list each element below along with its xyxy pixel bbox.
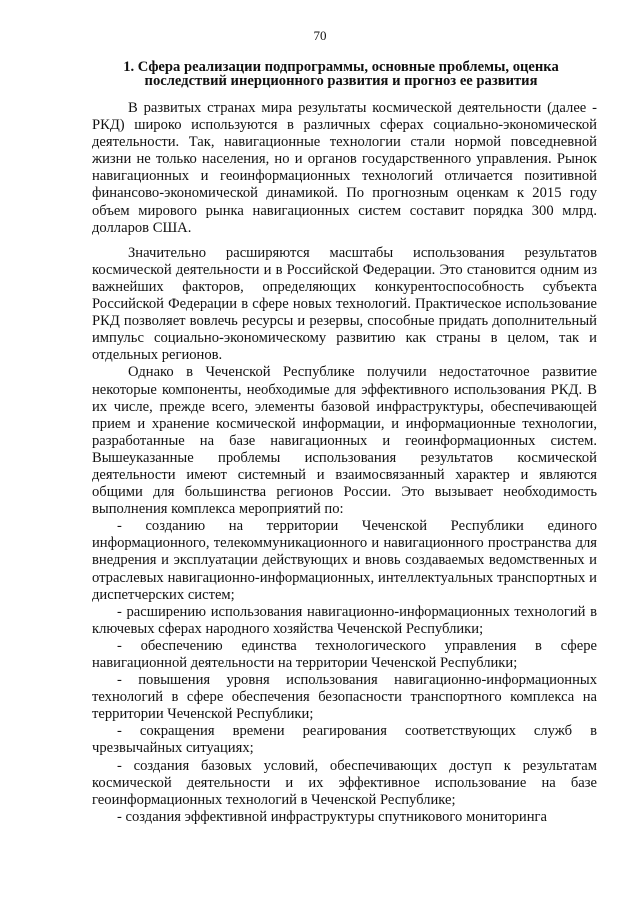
list-item: - повышения уровня использования навигационно-информационных технологий в сфере обеспечения безопасности транспортного комплекса на территории Чеченской Республики; — [92, 672, 597, 723]
list-item: - расширению использования навигационно-информационных технологий в ключевых сферах народного хозяйства Чеченской Республики; — [92, 603, 597, 637]
paragraph: Однако в Чеченской Республике получили недостаточное развитие некоторые компоненты, необходимые для эффективного использования РКД. В их числе, прежде всего, элементы базовой инфраструктуры, обеспечивающей прием и хранение космической информации, и информационные технологии, разработанные на базе навигационных и геоинформационных систем. Вышеуказанные проблемы использования результатов космической деятельности имеют системный и взаимосвязанный характер и являются общими для большинства регионов России. Это вызывает необходимость выполнения комплекса мероприятий по: — [92, 364, 597, 518]
paragraph: Значительно расширяются масштабы использования результатов космической деятельности и в Российской Федерации. Это становится одним из важнейших факторов, определяющих конкурентоспособность субъекта Российской Федерации в сфере новых технологий. Практическое использование РКД позволяет вовлечь ресурсы и резервы, способные придать дополнительный импульс социально-экономическому развитию как страны в целом, так и отдельных регионов. — [92, 244, 597, 364]
section-heading: 1. Сфера реализации подпрограммы, основные проблемы, оценка последствий инерционного развития и прогноз ее развития — [123, 59, 559, 89]
list-item: - созданию на территории Чеченской Республики единого информационного, телекоммуникационного и навигационного пространства для внедрения и эксплуатации действующих и вновь создаваемых ведомственных и отраслевых навигационно-информационных, интеллектуальных транспортных и диспетчерских систем; — [92, 518, 597, 603]
list-item: - создания базовых условий, обеспечивающих доступ к результатам космической деятельности и их эффективное использование на базе геоинформационных технологий в Чеченской Республике; — [92, 757, 597, 808]
paragraph: В развитых странах мира результаты космической деятельности (далее - РКД) широко используются в различных сферах социально-экономической деятельности. Так, навигационные технологии стали нормой повседневной жизни не только населения, но и органов государственного управления. Рынок навигационных и геоинформационных технологий отличается позитивной финансово-экономической динамикой. По прогнозным оценкам к 2015 году объем мирового рынка навигационных систем составит порядка 300 млрд. долларов США. — [92, 100, 597, 236]
list-item: - обеспечению единства технологического управления в сфере навигационной деятельности на территории Чеченской Республики; — [92, 637, 597, 671]
page-number: 70 — [313, 28, 327, 43]
list-item: - создания эффективной инфраструктуры спутникового мониторинга — [117, 808, 548, 825]
measures-list — [92, 518, 597, 826]
document-body — [92, 100, 597, 826]
list-item: - сокращения времени реагирования соответствующих служб в чрезвычайных ситуациях; — [92, 723, 597, 757]
